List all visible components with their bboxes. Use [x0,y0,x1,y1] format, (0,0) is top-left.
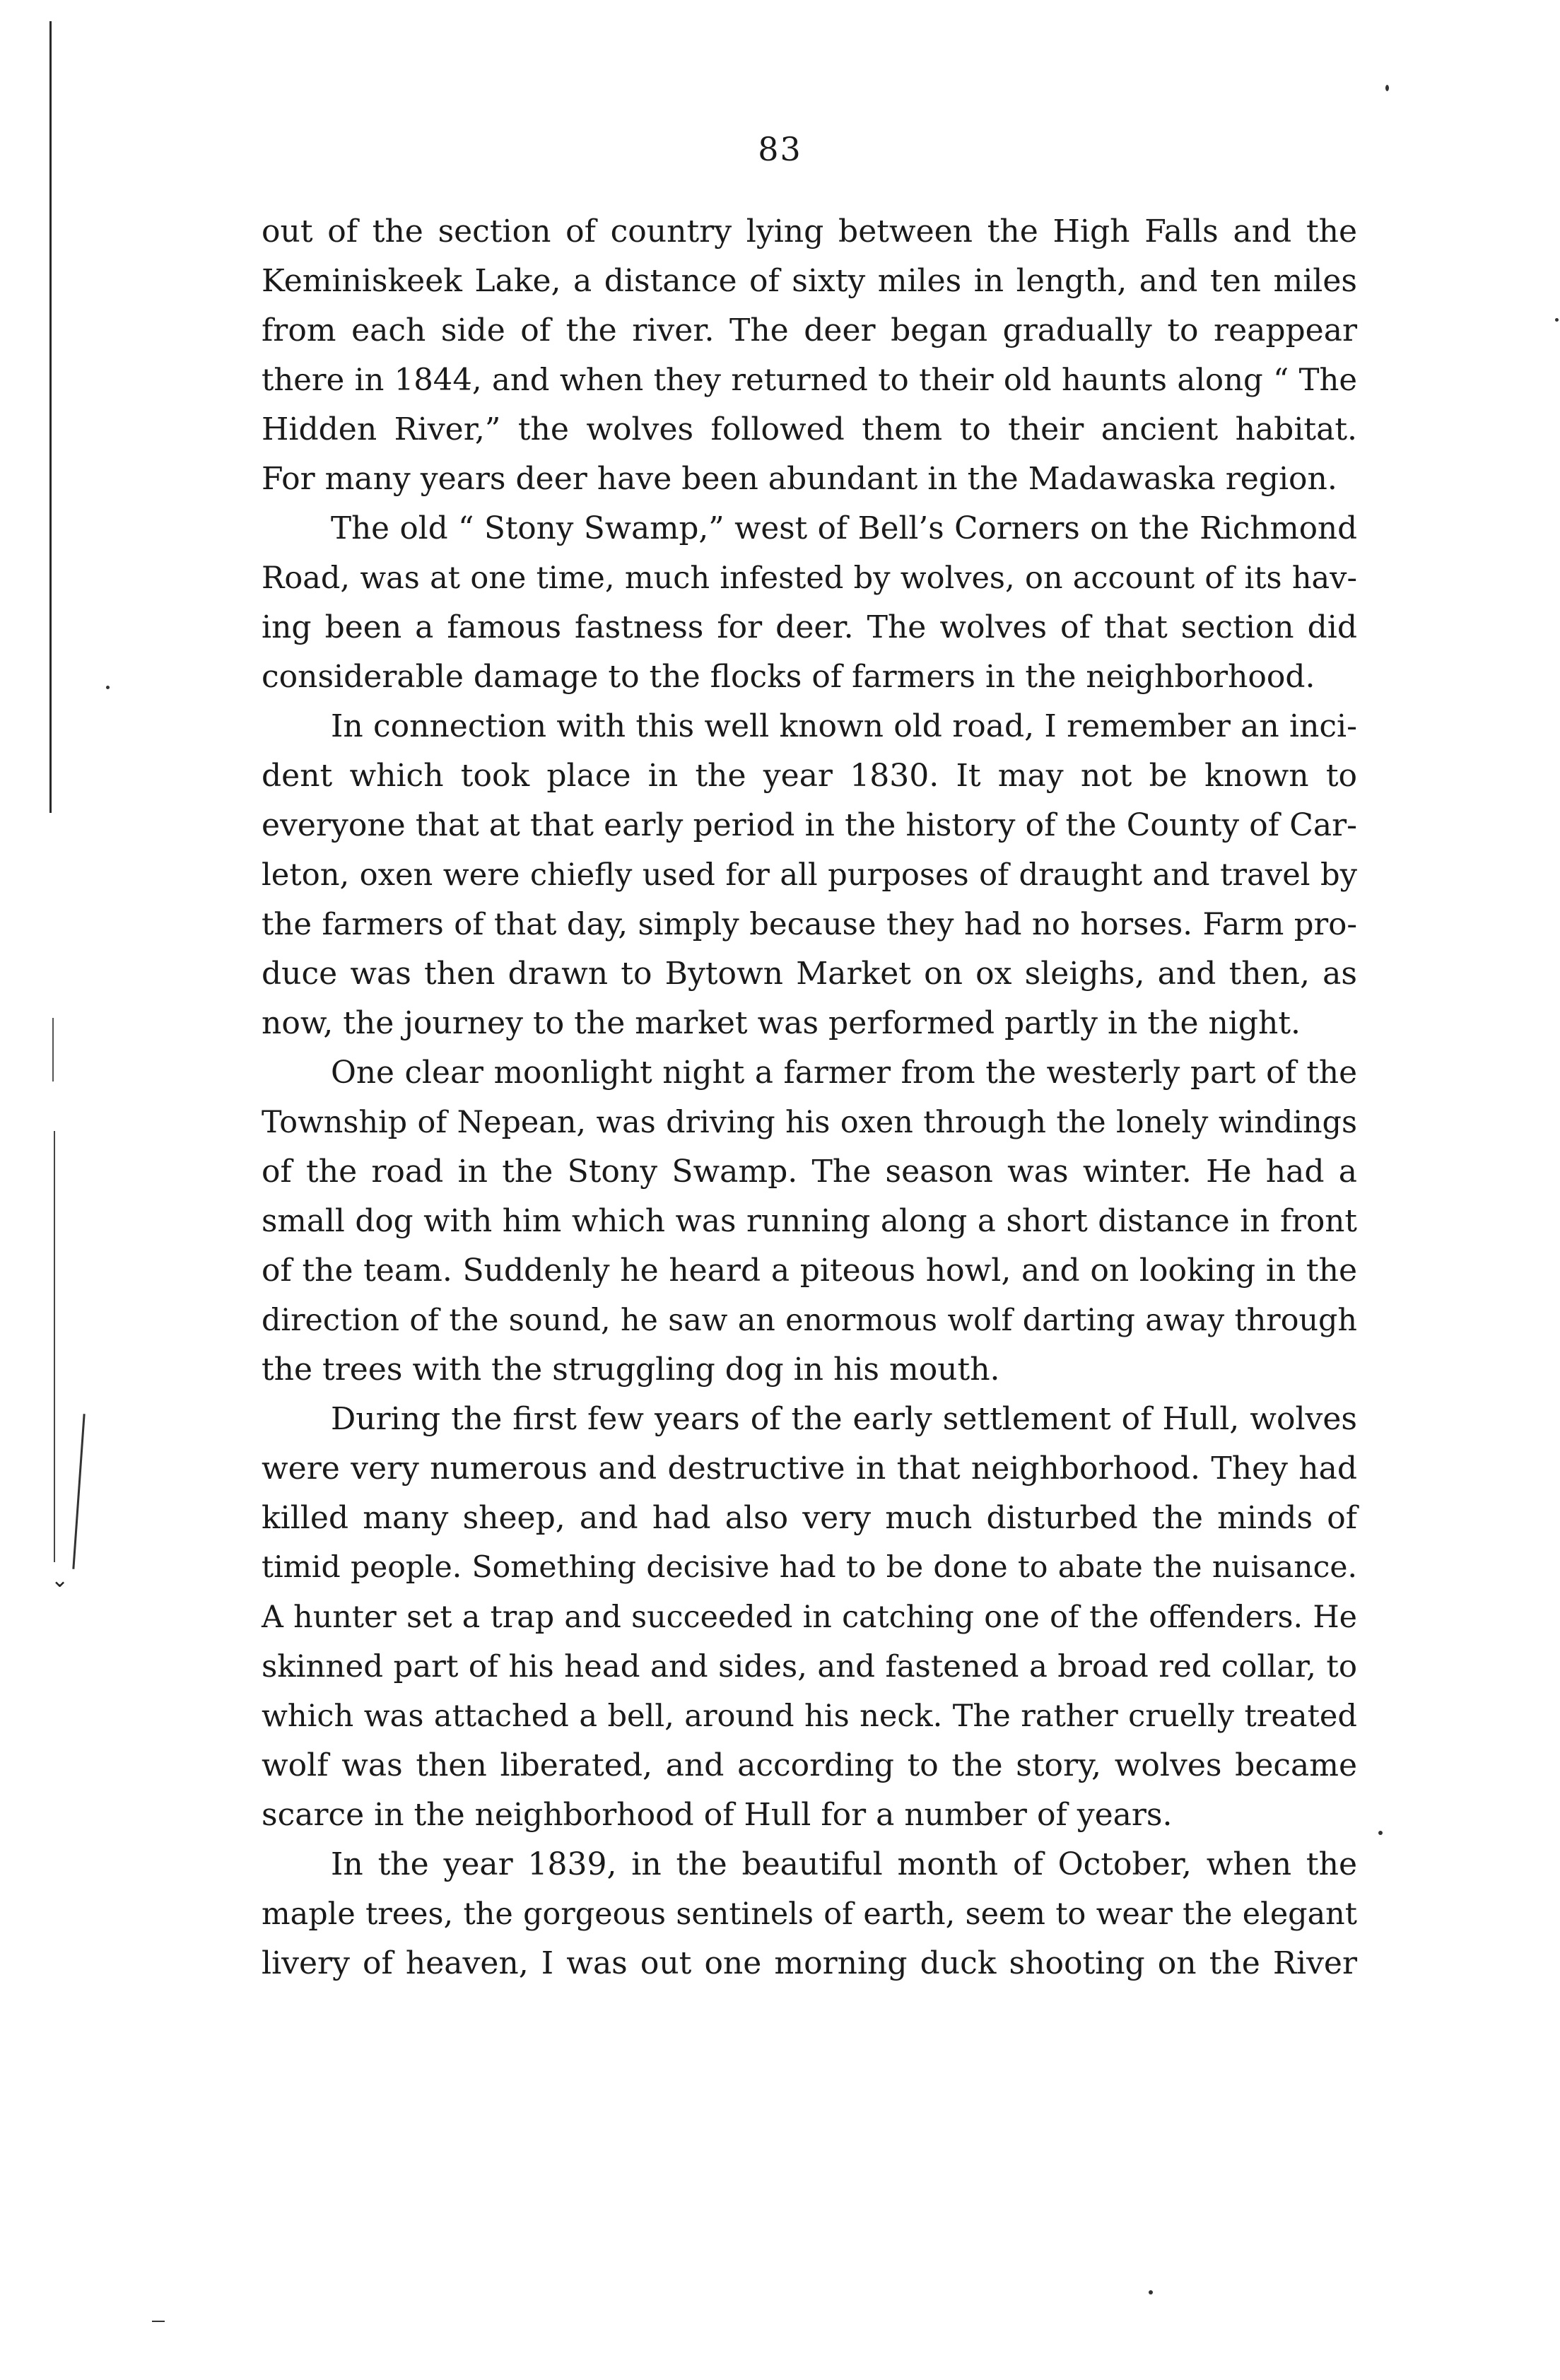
text-line: In the year 1839, in the beautiful month of October, when the [331,1846,1357,1882]
text-line: A hunter set a trap and succeeded in catching one of the offenders. He [262,1600,1357,1635]
speck [1149,2290,1153,2294]
text-line: the farmers of that day, simply because they had no horses. Farm pro- [262,907,1357,942]
text-line: During the first few years of the early settlement of Hull, wolves [331,1401,1357,1437]
text-line: small dog with him which was running along a short distance in front [262,1203,1357,1239]
speck [152,2321,165,2322]
text-line: Hidden River,” the wolves followed them to their ancient habitat. [262,411,1357,447]
text-line: timid people. Something decisive had to be done to abate the nuisance. [262,1550,1357,1585]
text-line: In connection with this well known old road, I remember an inci- [331,708,1357,744]
text-line: out of the section of country lying between the High Falls and the [262,213,1357,250]
text-line: from each side of the river. The deer began gradually to reappear [262,312,1357,348]
text-line: skinned part of his head and sides, and fastened a broad red collar, to [262,1649,1357,1684]
text-line: wolf was then liberated, and according to the story, wolves became [262,1747,1357,1783]
text-line: Keminiskeek Lake, a distance of sixty miles in length, and ten miles [262,263,1357,299]
text-line: leton, oxen were chiefly used for all purposes of draught and travel by [262,857,1357,893]
text-line: One clear moonlight night a farmer from the westerly part of the [331,1055,1357,1091]
text-line: of the team. Suddenly he heard a piteous howl, and on looking in the [262,1253,1357,1289]
speck [1378,1831,1383,1835]
margin-mark: ⌄ [51,1568,69,1593]
speck [106,686,110,689]
text-line: there in 1844, and when they returned to their old haunts along “ The [262,363,1357,398]
text-line: direction of the sound, he saw an enormous wolf darting away through [262,1303,1357,1338]
text-line: Township of Nepean, was driving his oxen through the lonely windings [262,1105,1357,1140]
page-number: 83 [758,130,802,168]
text-line: now, the journey to the market was performed partly in the night. [262,1005,1301,1041]
text-line: maple trees, the gorgeous sentinels of earth, seem to wear the elegant [262,1897,1357,1932]
margin-rule [72,1414,85,1569]
speck [1385,85,1389,91]
text-line: ing been a famous fastness for deer. The wolves of that section did [262,609,1357,645]
text-line: considerable damage to the flocks of farmers in the neighborhood. [262,659,1315,695]
margin-rule [52,1018,54,1081]
text-line: which was attached a bell, around his neck. The rather cruelly treated [262,1699,1357,1734]
text-line: livery of heaven, I was out one morning duck shooting on the River [262,1945,1357,1981]
text-line: were very numerous and destructive in that neighborhood. They had [262,1450,1357,1487]
text-line: The old “ Stony Swamp,” west of Bell’s Corners on the Richmond [331,511,1357,546]
text-line: killed many sheep, and had also very much disturbed the minds of [262,1500,1357,1536]
text-line: of the road in the Stony Swamp. The season was winter. He had a [262,1154,1357,1190]
text-line: the trees with the struggling dog in his mouth. [262,1352,1000,1388]
speck [1555,318,1559,322]
text-line: Road, was at one time, much infested by wolves, on account of its hav- [262,561,1357,596]
text-line: For many years deer have been abundant in the Madawaska region. [262,461,1337,497]
text-line: duce was then drawn to Bytown Market on ox sleighs, and then, as [262,956,1357,992]
margin-rule [54,1131,55,1562]
text-line: everyone that at that early period in the history of the County of Car- [262,807,1357,843]
body-text [262,207,1357,1988]
text-line: scarce in the neighborhood of Hull for a number of years. [262,1797,1173,1833]
text-line: dent which took place in the year 1830. It may not be known to [262,758,1357,794]
